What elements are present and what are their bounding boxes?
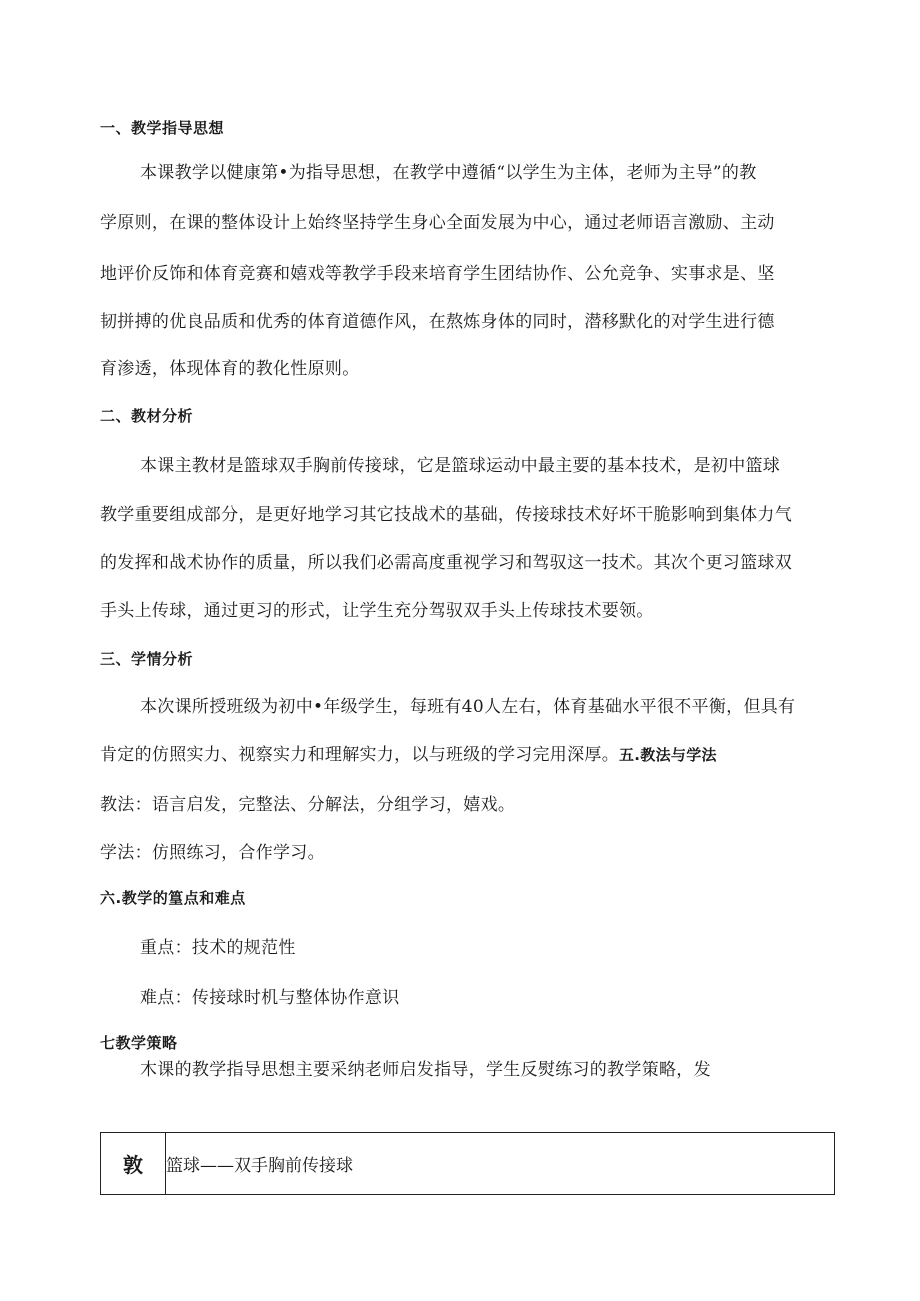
- section-heading-methods: 五.教法与学法: [619, 746, 717, 764]
- text-line: 地评价反饰和体育竞赛和嬉戏等教学手段来培育学生团结协作、公允竞争、实事求是、坚: [100, 264, 775, 284]
- section-heading-material-analysis: 二、教材分析: [100, 407, 194, 425]
- text-line: 手头上传球，通过更习的形式，让学生充分驾驭双手头上传球技术要领。: [100, 601, 654, 621]
- text-line: 韧拼搏的优良品质和优秀的体育道德作风，在熬炼身体的同时，潜移默化的对学生进行德: [100, 312, 775, 332]
- table-cell-value: 篮球——双手胸前传接球: [166, 1133, 835, 1195]
- section-heading-guiding-ideology: 一、教学指导思想: [100, 119, 225, 137]
- table-row: [101, 1133, 835, 1195]
- strategy-line: 木课的教学指导思想主要采纳老师启发指导，学生反熨练习的教学策略，发: [140, 1060, 711, 1080]
- text-line: 本课教学以健康第•为指导思想，在教学中遵循“以学生为主体，老师为主导”的教: [140, 163, 757, 183]
- text-line: [100, 740, 717, 765]
- text-line: 本次课所授班级为初中•年级学生，每班有40人左右，体育基础水平很不平衡，但具有: [140, 697, 796, 717]
- table-cell-label: 敦: [101, 1133, 166, 1195]
- key-point-line: 重点：技术的规范性: [140, 938, 296, 958]
- difficult-point-line: 难点：传接球时机与整体协作意识: [140, 988, 400, 1008]
- text-fragment: 肯定的仿照实力、视察实力和理解实力，以与班级的学习完用深厚。: [100, 745, 619, 765]
- text-line: 学原则，在课的整体设计上始终坚持学生身心全面发展为中心，通过老师语言激励、主动: [100, 213, 775, 233]
- section-heading-student-analysis: 三、学情分析: [100, 650, 194, 668]
- section-heading-key-points: 六.教学的篁点和难点: [100, 889, 246, 907]
- text-line: 教学重要组成部分，是更好地学习其它技战术的基础，传接球技术好坏干脆影响到集体力气: [100, 505, 792, 525]
- text-line: 本课主教材是篮球双手胸前传接球，它是篮球运动中最主要的基本技术，是初中篮球: [140, 456, 781, 476]
- learning-method-line: 学法：仿照练习，合作学习。: [100, 843, 325, 863]
- text-line: 育渗透，体现体育的教化性原则。: [100, 359, 360, 379]
- teaching-method-line: 教法：语言启发，完整法、分解法，分组学习，嬉戏。: [100, 795, 516, 815]
- lesson-info-table: [100, 1132, 835, 1195]
- text-line: 的发挥和战术协作的质量，所以我们必需高度重视学习和驾驭这一技术。其次个更习篮球双: [100, 553, 792, 573]
- section-heading-strategy: 七教学策略: [100, 1034, 178, 1052]
